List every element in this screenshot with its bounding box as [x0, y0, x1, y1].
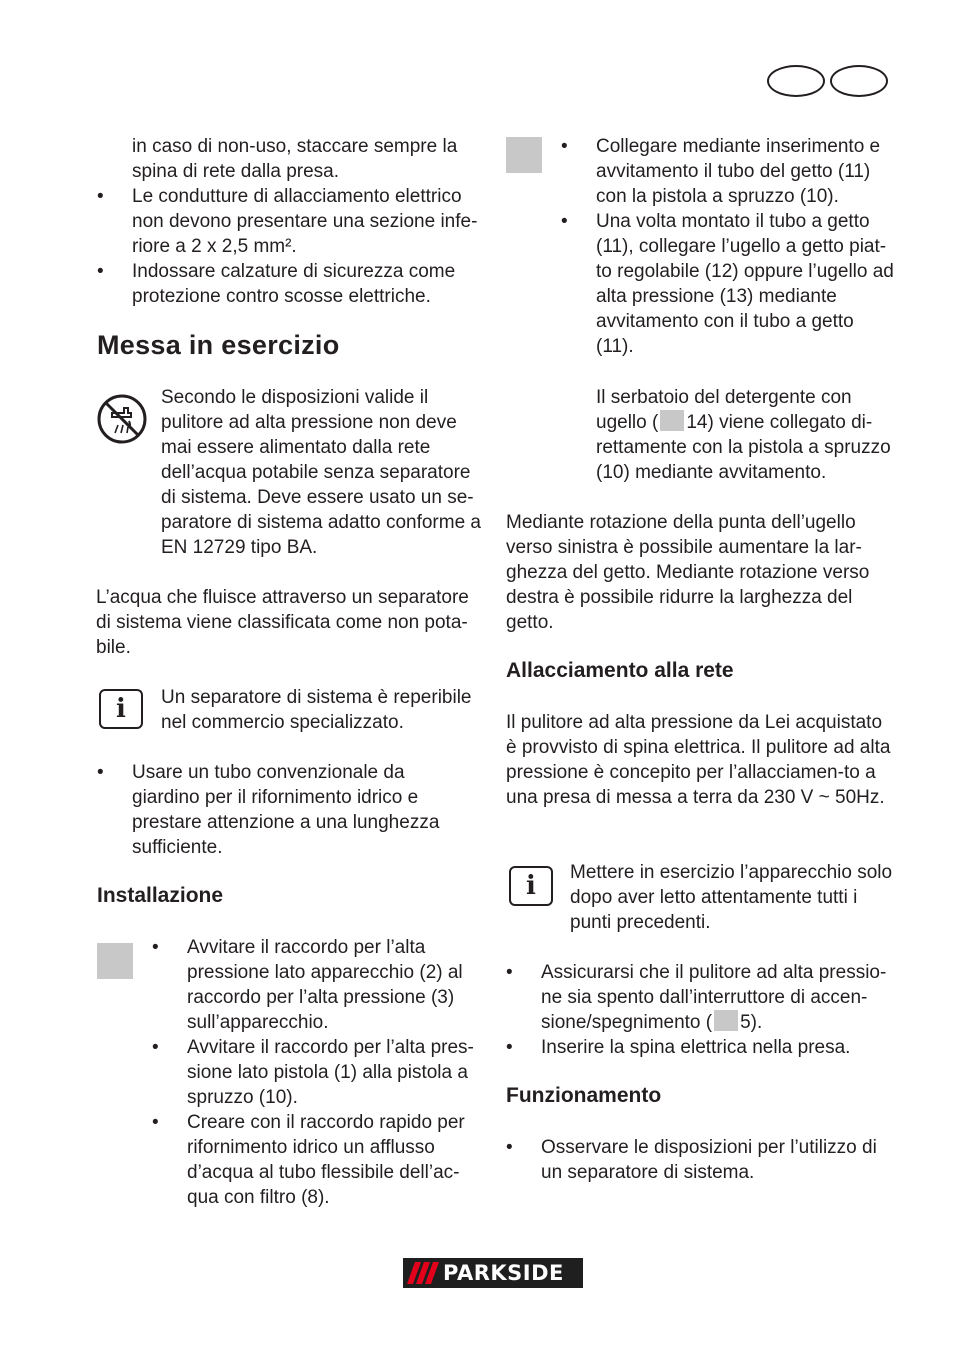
list-item: • Creare con il raccordo rapido per rifornimento idrico un afflusso d’acqua al tubo flessibile dell’ac-qua con filtro (8).	[187, 1110, 487, 1210]
no-drinking-water-connection-icon	[96, 393, 148, 445]
mains-bullets	[541, 960, 896, 1060]
mains-title: Allacciamento alla rete	[506, 659, 734, 682]
tank-text-end: 14) viene collegato di-rettamente con la pistola a spruzzo (10) mediante avvitamento.	[596, 412, 891, 483]
install-bullets	[187, 935, 487, 1210]
list-item: • Collegare mediante inserimento e avvitamento il tubo del getto (11) con la pistola a spruzzo (10).	[596, 134, 896, 209]
parkside-logo	[403, 1258, 583, 1288]
warning-text: Secondo le disposizioni valide il pulitore ad alta pressione non deve mai essere alimentato dalla rete dell’acqua potabile senza separatore di sistema. Deve essere usato un se-paratore di sistema adatto conforme a EN 12729 tipo BA.	[161, 387, 482, 558]
figure-reference-box	[660, 410, 684, 431]
list-item: • Le condutture di allacciamento elettrico non devono presentare una sezione infe-riore a 2 x 2,5 mm².	[132, 184, 482, 259]
country-badge	[767, 65, 825, 97]
list-item: • Una volta montato il tubo a getto (11), collegare l’ugello a getto piat-to regolabile (12) oppure l’ugello ad alta pressione (13) mediante avvitamento con il tubo a getto (11).	[596, 209, 896, 359]
list-item: • Osservare le disposizioni per l’utilizzo di un separatore di sistema.	[541, 1135, 896, 1185]
operation-title: Funzionamento	[506, 1084, 662, 1107]
install-title: Installazione	[97, 884, 224, 907]
right-top-bullets	[596, 134, 896, 359]
operation-bullets	[541, 1135, 896, 1185]
switch-text-start: Assicurarsi che il pulitore ad alta pressio-ne sia spento dall’interruttore di accen-sione/spegnimento (	[541, 962, 887, 1033]
brand-name: PARKSIDE	[443, 1261, 564, 1285]
list-item: • Inserire la spina elettrica nella presa.	[541, 1035, 896, 1060]
section-title: Messa in esercizio	[97, 330, 340, 360]
tank-text-start: Il serbatoio del detergente con ugello (	[596, 387, 852, 433]
switch-text-end: 5).	[740, 1012, 763, 1033]
list-item: • Indossare calzature di sicurezza come protezione contro scosse elettriche.	[132, 259, 482, 309]
water-paragraph: L’acqua che fluisce attraverso un separatore di sistema viene classificata come non pota-bile.	[96, 587, 469, 658]
info-text: Mettere in esercizio l’apparecchio solo dopo aver letto attentamente tutti i punti precedenti.	[570, 862, 893, 933]
intro-bullets	[132, 184, 482, 309]
list-item: • Avvitare il raccordo per l’alta pressione lato apparecchio (2) al raccordo per l’alta pressione (3) sull’apparecchio.	[187, 935, 487, 1035]
list-item: • Avvitare il raccordo per l’alta pres-sione lato pistola (1) alla pistola a spruzzo (10).	[187, 1035, 487, 1110]
mains-paragraph: Il pulitore ad alta pressione da Lei acquistato è provvisto di spina elettrica. Il pulitore ad alta pressione è concepito per l’allacciamen-to a una presa di messa a terra da 230 V ~ 50Hz.	[506, 712, 891, 808]
figure-reference-box	[506, 137, 542, 173]
info-icon: i	[509, 866, 553, 906]
intro-continuation: in caso di non-uso, staccare sempre la spina di rete dalla presa.	[132, 136, 458, 182]
list-item	[541, 960, 896, 1035]
info-text: Un separatore di sistema è reperibile nel commercio specializzato.	[161, 687, 472, 733]
hose-bullet-list	[132, 760, 477, 860]
country-badge	[830, 65, 888, 97]
rotation-paragraph: Mediante rotazione della punta dell’ugello verso sinistra è possibile aumentare la lar-ghezza del getto. Mediante rotazione verso destra è possibile ridurre la larghezza del getto.	[506, 512, 870, 633]
info-icon: i	[99, 689, 143, 729]
list-item: • Usare un tubo convenzionale da giardino per il rifornimento idrico e prestare attenzione a una lunghezza sufficiente.	[132, 760, 477, 860]
figure-reference-box	[714, 1010, 738, 1031]
figure-reference-box	[97, 943, 133, 979]
tank-paragraph	[596, 385, 896, 485]
